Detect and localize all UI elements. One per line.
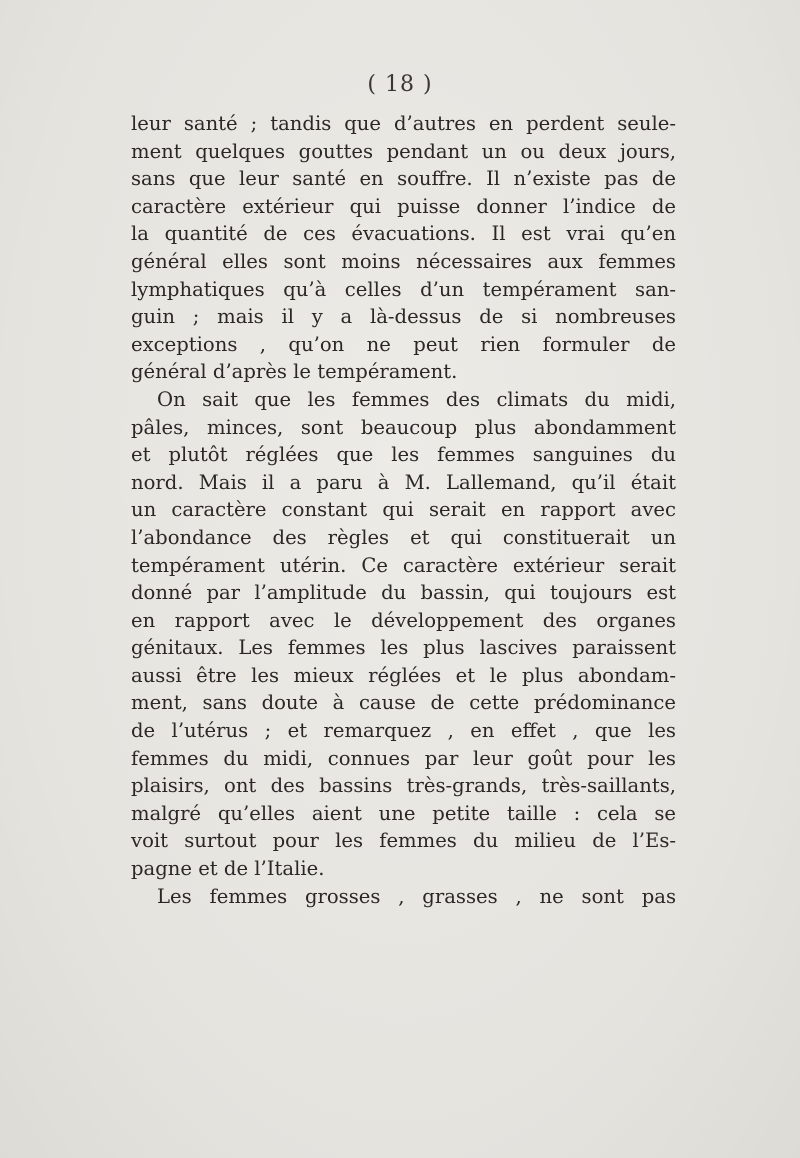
text-line: Les femmes grosses , grasses , ne sont pas <box>157 884 676 908</box>
text-line: et plutôt réglées que les femmes sanguines du <box>131 443 676 467</box>
text-line: guin ; mais il y a là-dessus de si nombreuses <box>131 305 676 329</box>
text-line: un caractère constant qui serait en rapport avec <box>131 498 676 522</box>
text-line: lymphatiques qu’à celles d’un tempérament san- <box>131 277 676 301</box>
text-line: malgré qu’elles aient une petite taille : cela se <box>131 801 676 825</box>
text-line: voit surtout pour les femmes du milieu de l’Es- <box>131 829 676 853</box>
text-line: On sait que les femmes des climats du midi, <box>157 387 676 411</box>
text-line: général elles sont moins nécessaires aux femmes <box>131 249 676 273</box>
body-text <box>131 110 676 910</box>
text-line: sans que leur santé en souffre. Il n’existe pas de <box>131 167 676 191</box>
text-line: ment, sans doute à cause de cette prédominance <box>131 691 676 715</box>
text-line: donné par l’amplitude du bassin, qui toujours est <box>131 581 676 605</box>
page-number: ( 18 ) <box>367 72 433 97</box>
text-line: génitaux. Les femmes les plus lascives paraissent <box>131 636 676 660</box>
text-line: plaisirs, ont des bassins très-grands, très-saillants, <box>131 774 676 798</box>
text-line: exceptions , qu’on ne peut rien formuler de <box>131 332 676 356</box>
text-line: de l’utérus ; et remarquez , en effet , que les <box>131 719 676 743</box>
text-line: pagne et de l’Italie. <box>131 857 325 881</box>
text-line: pâles, minces, sont beaucoup plus abondamment <box>131 415 676 439</box>
text-line: femmes du midi, connues par leur goût pour les <box>131 746 676 770</box>
text-line: la quantité de ces évacuations. Il est vrai qu’en <box>131 222 676 246</box>
text-line: tempérament utérin. Ce caractère extérieur serait <box>131 553 676 577</box>
text-line: ment quelques gouttes pendant un ou deux jours, <box>131 139 676 163</box>
text-line: caractère extérieur qui puisse donner l’indice de <box>131 194 676 218</box>
text-line: général d’après le tempérament. <box>131 360 458 384</box>
text-line: leur santé ; tandis que d’autres en perdent seule- <box>131 112 676 135</box>
text-line: l’abondance des règles et qui constituerait un <box>131 525 676 549</box>
text-line: aussi être les mieux réglées et le plus abondam- <box>131 663 676 687</box>
text-line: en rapport avec le développement des organes <box>131 608 676 632</box>
text-line: nord. Mais il a paru à M. Lallemand, qu’il était <box>131 470 676 494</box>
